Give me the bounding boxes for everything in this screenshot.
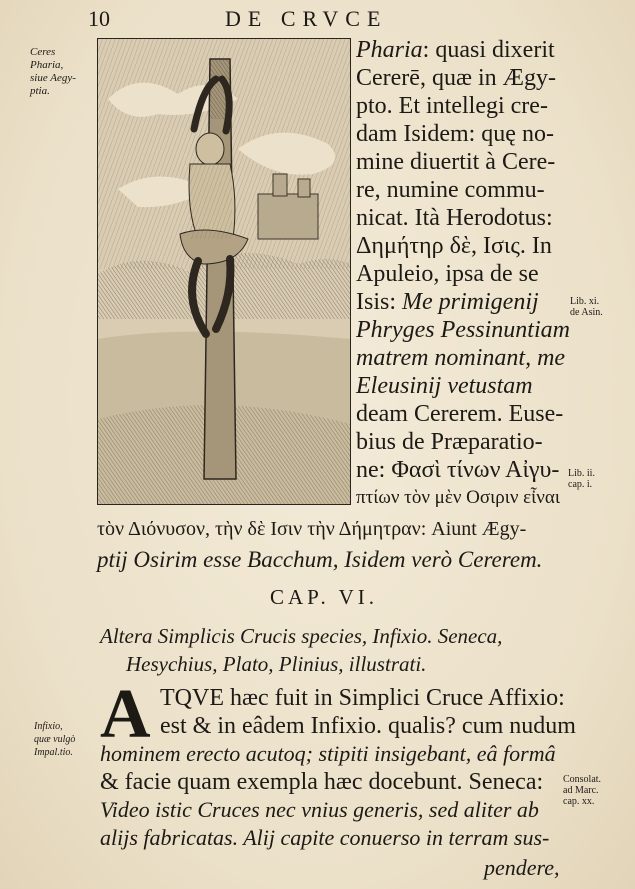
page-number: 10: [88, 6, 110, 31]
engraving-figure-on-stake: [97, 38, 351, 505]
wide-line-1: τὸν Διόνυσον, τὴν δὲ Ισιν τὴν Δήμητραν: Aiunt Ægy-: [97, 518, 527, 540]
text-line-9: Apuleio, ipsa de se: [356, 261, 539, 287]
text-line-16: ne: Φασὶ τίνων Αἰγυ-: [356, 457, 560, 483]
text-line-12: matrem nominant, me: [356, 345, 566, 371]
text-line-8: Δημήτηρ δὲ, Ισις. In: [356, 233, 552, 259]
body-line-5: Video istic Cruces nec vnius generis, sed aliter ab: [100, 797, 539, 822]
running-title: DE CRVCE: [225, 6, 388, 31]
body-line-4: & facie quam exempla hæc docebunt. Seneca:: [100, 769, 544, 795]
body-line-6: alijs fabricatas. Alij capite conuerso in terram sus-: [100, 825, 550, 850]
text-line-14: deam Cererem. Euse-: [356, 401, 564, 427]
text-line-7: nicat. Ità Herodotus:: [356, 205, 553, 231]
text-line-5: mine diuertit à Cere-: [356, 149, 556, 175]
drop-cap: A: [100, 676, 151, 753]
text-line-10: Isis: Me primigenij: [356, 289, 539, 315]
margin-note-infixio: Infixio, quæ vulgò Impal.tio.: [34, 721, 76, 758]
body-line-3: hominem erecto acutoq; stipiti insigebant, eâ formâ: [100, 741, 556, 766]
text-line-13: Eleusinij vetustam: [356, 373, 533, 399]
body-line-1: TQVE hæc fuit in Simplici Cruce Affixio:: [160, 685, 565, 711]
wide-line-2: ptij Osirim esse Bacchum, Isidem verò Cererem.: [97, 547, 543, 572]
text-line-2: Cererē, quæ in Ægy-: [356, 65, 556, 91]
text-line-11: Phryges Pessinuntiam: [356, 317, 570, 343]
margin-note-lib-xi: Lib. xi. de Asin.: [570, 296, 603, 318]
chapter-summary-1: Altera Simplicis Crucis species, Infixio. Seneca,: [100, 624, 503, 648]
text-line-17: πτίων τὸν μὲν Οσιριν εἶναι: [356, 487, 560, 508]
text-line-6: re, numine commu-: [356, 177, 545, 203]
margin-note-consolat: Consolat. ad Marc. cap. xx.: [563, 774, 602, 807]
chapter-heading: CAP. VI.: [270, 585, 379, 609]
margin-note-ceres: Ceres Pharia, siue Aegy- ptia.: [30, 46, 76, 97]
body-line-7: pendere,: [484, 855, 560, 880]
chapter-summary-2: Hesychius, Plato, Plinius, illustrati.: [126, 652, 427, 676]
text-line-3: pto. Et intellegi cre-: [356, 93, 548, 119]
text-line-15: bius de Præparatio-: [356, 429, 543, 455]
text-line-1: Pharia: quasi dixerit: [356, 37, 555, 63]
margin-note-lib-ii: Lib. ii. cap. i.: [568, 468, 595, 490]
body-line-2: est & in eâdem Infixio. qualis? cum nudum: [160, 713, 576, 739]
text-line-4: dam Isidem: quę no-: [356, 121, 554, 147]
